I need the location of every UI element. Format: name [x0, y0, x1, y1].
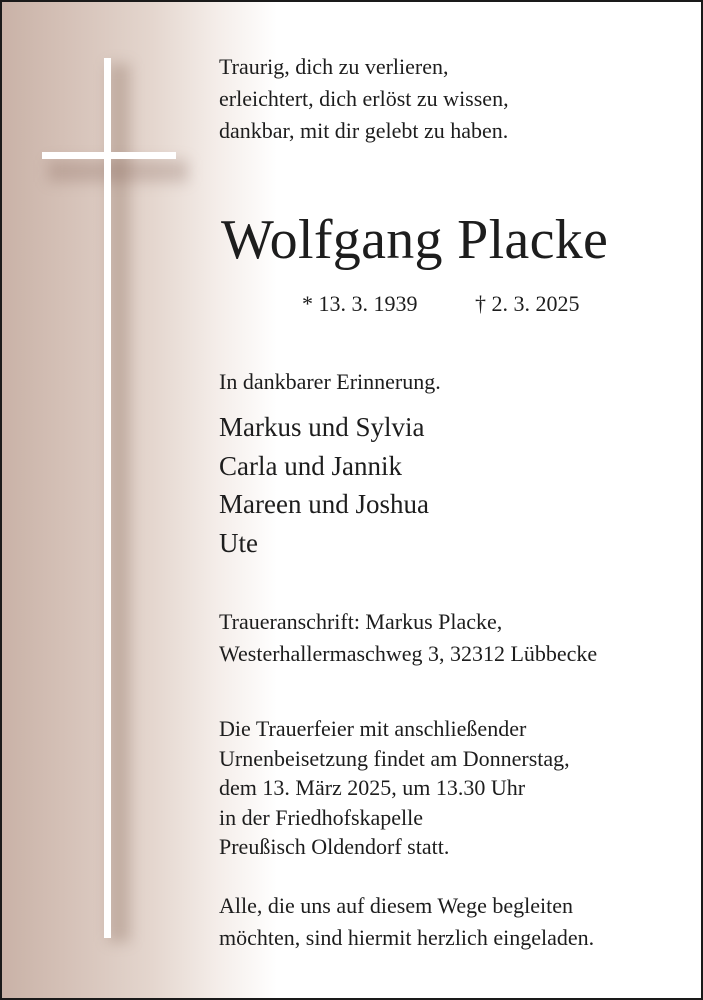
mourner: Markus und Sylvia [219, 412, 425, 442]
birth-date: * 13. 3. 1939 [302, 291, 418, 316]
death-date: † 2. 3. 2025 [475, 291, 580, 316]
mourner: Mareen und Joshua [219, 489, 429, 519]
deceased-name: Wolfgang Placke [221, 209, 609, 271]
mourner: Carla und Jannik [219, 450, 402, 481]
ceremony-line: in der Friedhofskapelle [219, 804, 424, 830]
ceremony-line: Urnenbeisetzung findet am Donnerstag, [219, 745, 570, 771]
ceremony-line: dem 13. März 2025, um 13.30 Uhr [219, 775, 526, 800]
cross-icon [2, 2, 202, 1000]
poem-line: Traurig, dich zu verlieren, [219, 54, 449, 79]
invitation [219, 890, 594, 954]
address-line: Westerhallermaschweg 3, 32312 Lübbecke [219, 641, 598, 666]
ceremony-details [219, 714, 570, 862]
invitation-line: möchten, sind hiermit herzlich eingeladen. [219, 925, 595, 950]
ceremony-line: Preußisch Oldendorf statt. [219, 834, 450, 859]
cross-shadow-horizontal [48, 160, 188, 182]
cross-shadow-vertical [108, 64, 130, 942]
cross-bar-vertical [104, 58, 111, 938]
poem [219, 51, 509, 147]
mourners-list [219, 408, 429, 562]
poem-line: erleichtert, dich erlöst zu wissen, [219, 86, 509, 111]
invitation-line: Alle, die uns auf diesem Wege begleiten [219, 893, 573, 918]
cross-bar-horizontal [42, 152, 176, 159]
mourning-address [219, 606, 597, 670]
mourner: Ute [219, 527, 258, 558]
remembrance-line: In dankbarer Erinnerung. [219, 369, 441, 394]
address-line: Traueranschrift: Markus Placke, [219, 609, 503, 634]
poem-line: dankbar, mit dir gelebt zu haben. [219, 118, 509, 143]
ceremony-line: Die Trauerfeier mit anschließender [219, 716, 527, 741]
